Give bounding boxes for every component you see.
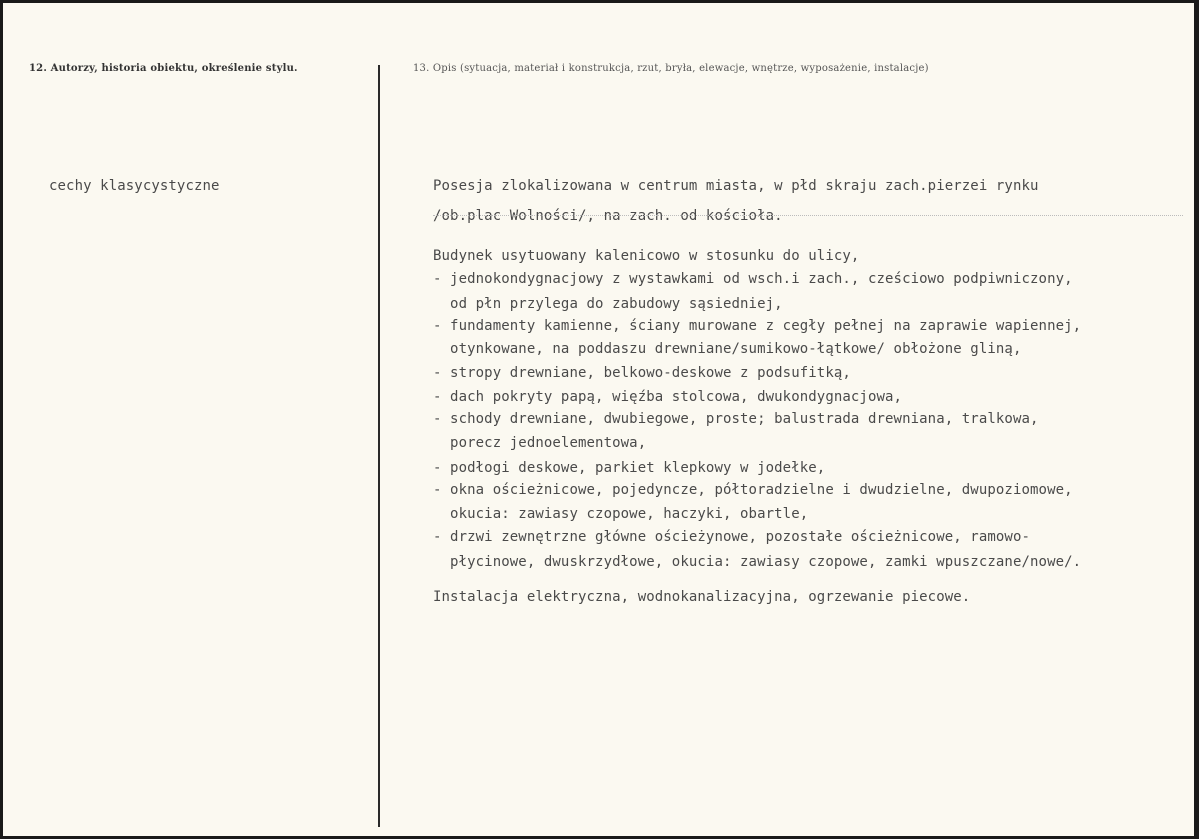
installations-line: Instalacja elektryczna, wodnokanalizacyjna, ogrzewanie piecowe. bbox=[433, 589, 971, 605]
document-sheet bbox=[3, 3, 1194, 836]
detail-line: od płn przylega do zabudowy sąsiedniej, bbox=[433, 296, 783, 312]
section-12-header: 12. Autorzy, historia obiektu, określenie stylu. bbox=[29, 63, 298, 74]
detail-line: - fundamenty kamienne, ściany murowane z cegły pełnej na zaprawie wapiennej, bbox=[433, 318, 1082, 334]
detail-line: porecz jednoelementowa, bbox=[433, 435, 647, 451]
detail-line: płycinowe, dwuskrzydłowe, okucia: zawiasy czopowe, zamki wpuszczane/nowe/. bbox=[433, 554, 1082, 570]
detail-line: - okna ościeżnicowe, pojedyncze, półtoradzielne i dwudzielne, dwupoziomowe, bbox=[433, 482, 1073, 498]
style-note: cechy klasycystyczne bbox=[49, 178, 220, 194]
detail-line: - dach pokryty papą, więźba stolcowa, dwukondygnacjowa, bbox=[433, 389, 903, 405]
building-intro: Budynek usytuowany kalenicowo w stosunku do ulicy, bbox=[433, 248, 860, 264]
section-13-header: 13. Opis (sytuacja, materiał i konstrukcja, rzut, bryła, elewacje, wnętrze, wyposażenie, instalacje) bbox=[413, 63, 929, 74]
detail-line: - drzwi zewnętrzne główne ościeżynowe, pozostałe ościeżnicowe, ramowo- bbox=[433, 529, 1031, 545]
detail-line: - jednokondygnacjowy z wystawkami od wsch.i zach., cześciowo podpiwniczony, bbox=[433, 271, 1073, 287]
location-line-1: Posesja zlokalizowana w centrum miasta, w płd skraju zach.pierzei rynku bbox=[433, 178, 1039, 194]
detail-line: otynkowane, na poddaszu drewniane/sumikowo-łątkowe/ obłożone gliną, bbox=[433, 341, 1022, 357]
column-divider bbox=[378, 65, 380, 827]
dotted-rule bbox=[433, 215, 1183, 216]
detail-line: - stropy drewniane, belkowo-deskowe z podsufitką, bbox=[433, 365, 851, 381]
detail-line: - podłogi deskowe, parkiet klepkowy w jodełke, bbox=[433, 460, 826, 476]
detail-line: okucia: zawiasy czopowe, haczyki, obartle, bbox=[433, 506, 809, 522]
location-line-2: /ob.plac Wolności/, na zach. od kościoła. bbox=[433, 208, 783, 224]
detail-line: - schody drewniane, dwubiegowe, proste; balustrada drewniana, tralkowa, bbox=[433, 411, 1039, 427]
